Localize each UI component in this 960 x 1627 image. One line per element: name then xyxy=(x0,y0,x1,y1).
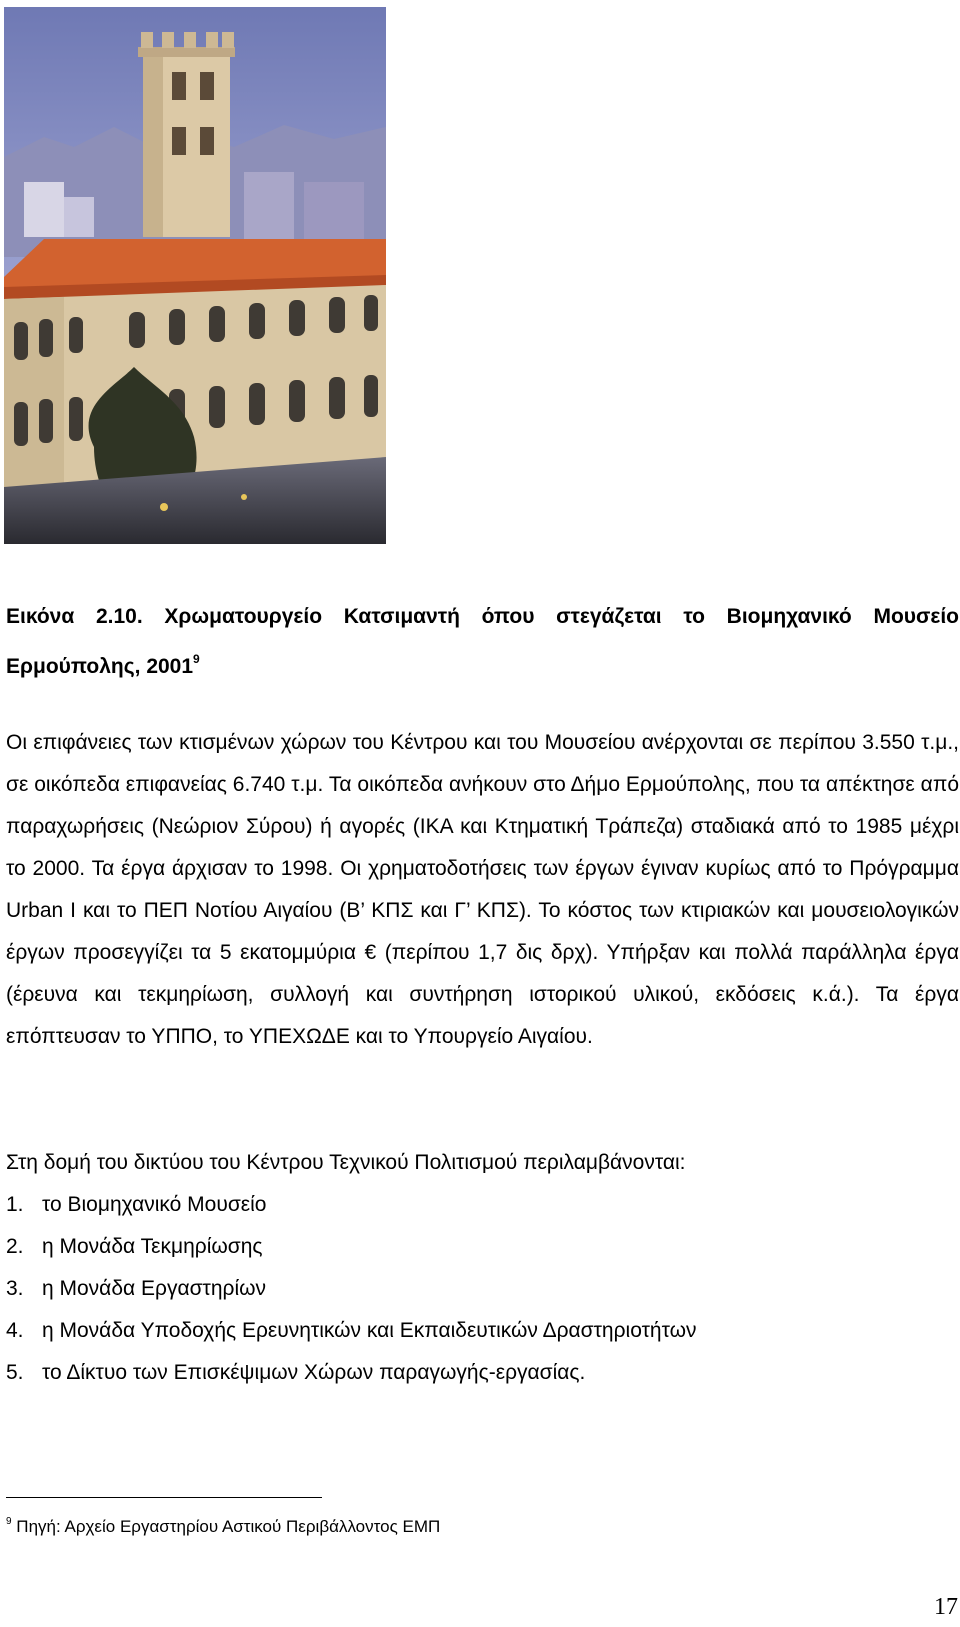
footnote xyxy=(6,1510,946,1539)
list-intro: Στη δομή του δικτύου του Κέντρου Τεχνικού Πολιτισμού περιλαμβάνονται: xyxy=(6,1151,686,1174)
museum-building-illustration xyxy=(4,7,386,544)
list-item xyxy=(6,1268,959,1310)
list-item-text: η Μονάδα Υποδοχής Ερευνητικών και Εκπαιδευτικών Δραστηριοτήτων xyxy=(42,1319,697,1342)
figure-label: Εικόνα 2.10. xyxy=(6,605,143,628)
list-item-number: 5. xyxy=(6,1361,24,1384)
footnote-divider xyxy=(6,1497,322,1498)
list-item-number: 3. xyxy=(6,1277,24,1300)
list-item-number: 2. xyxy=(6,1235,24,1258)
figure-caption-text: Χρωματουργείο Κατσιμαντή όπου στεγάζεται το Βιομηχανικό Μουσείο Ερμούπολης, 2001 xyxy=(6,605,960,678)
list-item-text: η Μονάδα Εργαστηρίων xyxy=(42,1277,267,1300)
list-item xyxy=(6,1184,959,1226)
footnote-marker: 9 xyxy=(6,1516,12,1527)
footnote-reference[interactable]: 9 xyxy=(193,652,200,666)
museum-photo xyxy=(4,7,386,544)
list-item xyxy=(6,1310,959,1352)
list-item-number: 4. xyxy=(6,1319,24,1342)
page-number: 17 xyxy=(934,1594,958,1620)
structure-list xyxy=(6,1184,959,1394)
body-paragraph: Οι επιφάνειες των κτισμένων χώρων του Κέντρου και του Μουσείου ανέρχονται σε περίπου 3.550 τ.μ., σε οικόπεδα επιφανείας 6.740 τ.μ. Τα οικόπεδα ανήκουν στο Δήμο Ερμούπολης, που τα απέκτησε από παραχωρήσεις (Νεώριον Σύρου) ή αγορές (ΙΚΑ και Κτηματική Τράπεζα) σταδιακά από το 1985 μέχρι το 2000. Τα έργα άρχισαν το 1998. Οι χρηματοδοτήσεις των έργων έγιναν κυρίως από το Πρόγραμμα Urban I και το ΠΕΠ Νοτίου Αιγαίου (Β’ ΚΠΣ και Γ’ ΚΠΣ). Το κόστος των κτιριακών και μουσειολογικών έργων προσεγγίζει τα 5 εκατομμύρια € (περίπου 1,7 δις δρχ). Υπήρξαν και πολλά παράλληλα έργα (έρευνα και τεκμηρίωση, συλλογή και συντήρηση ιστορικού υλικού, εκδόσεις κ.ά.). Τα έργα επόπτευσαν το ΥΠΠΟ, το ΥΠΕΧΩΔΕ και το Υπουργείο Αιγαίου. xyxy=(6,731,959,1048)
list-item-text: το Βιομηχανικό Μουσείο xyxy=(42,1193,267,1216)
figure-caption xyxy=(6,596,959,688)
list-item xyxy=(6,1352,959,1394)
list-item xyxy=(6,1226,959,1268)
footnote-text: Πηγή: Αρχείο Εργαστηρίου Αστικού Περιβάλλοντος ΕΜΠ xyxy=(16,1517,441,1536)
list-item-text: το Δίκτυο των Επισκέψιμων Χώρων παραγωγής-εργασίας. xyxy=(42,1361,586,1384)
list-item-number: 1. xyxy=(6,1193,24,1216)
list-item-text: η Μονάδα Τεκμηρίωσης xyxy=(42,1235,263,1258)
